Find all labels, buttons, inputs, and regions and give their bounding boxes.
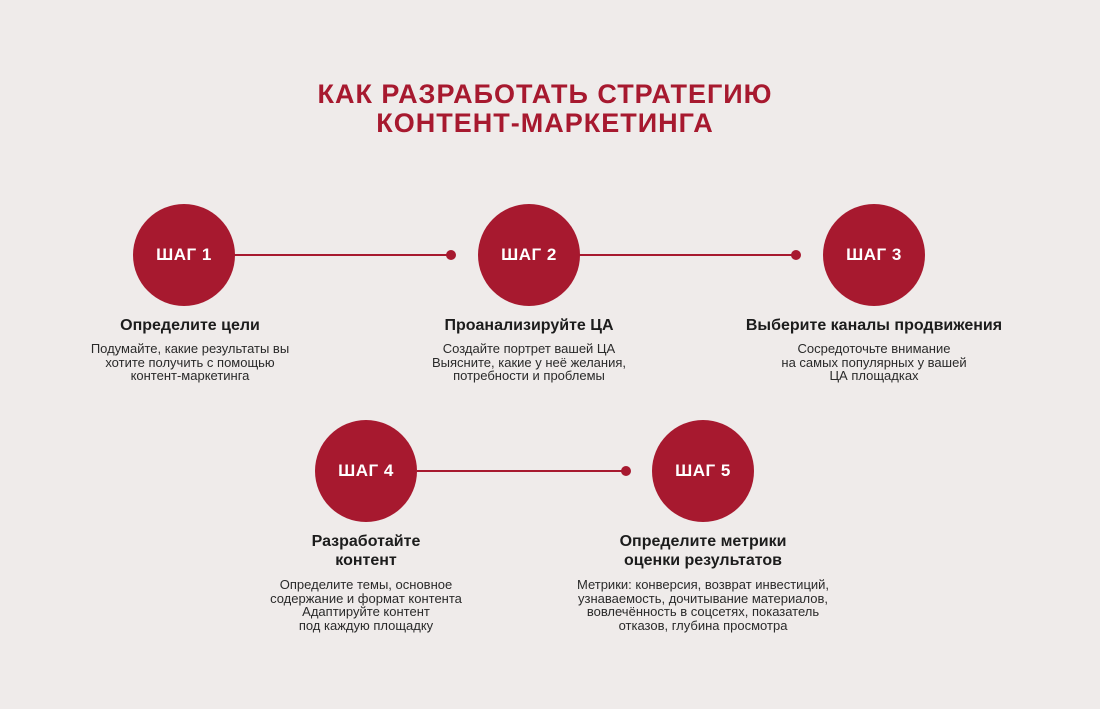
connector-step-1-to-2 [234,254,451,256]
step-1-heading-line: Определите цели [120,317,260,334]
step-3-description-line: на самых популярных у вашей [781,354,967,370]
connector-step-2-to-3 [579,254,796,256]
step-1-description-line: Подумайте, какие результаты вы [90,341,290,356]
step-3-label: ШАГ 3 [846,245,902,264]
step-5-description-line: вовлечённость в соцсетях, показатель [586,604,820,619]
step-3-heading [714,316,1034,335]
step-3-description-line: ЦА площадках [829,368,919,383]
step-5-heading-line: оценки результатов [624,552,782,569]
connector-step-4-to-5 [417,470,626,472]
step-1-description-line: хотите получить с помощью [105,354,275,370]
step-4-description-line: содержание и формат контента [270,590,462,606]
connector-end-dot [621,466,631,476]
step-4-circle [315,420,417,522]
step-2-description-line: потребности и проблемы [453,368,605,383]
connector-end-dot [446,250,456,260]
step-1-circle [133,204,235,306]
step-5-circle [652,420,754,522]
step-4-heading-line: контент [335,552,397,569]
step-2-description [379,342,679,383]
step-4-description [206,578,526,632]
step-5-description [523,578,883,632]
step-1-heading [50,316,330,335]
step-3-description-line: Сосредоточьте внимание [797,341,951,356]
connector-end-dot [791,250,801,260]
step-1-description [40,342,340,383]
step-4-heading [226,532,506,570]
step-5-description-line: отказов, глубина просмотра [618,617,788,633]
step-5-description-line: Метрики: конверсия, возврат инвестиций, [576,577,830,592]
step-4-description-line: Адаптируйте контент [302,604,430,619]
step-3-circle [823,204,925,306]
page-title-line-1: КАК РАЗРАБОТАТЬ СТРАТЕГИЮ [317,79,773,109]
step-1-label: ШАГ 1 [156,245,212,264]
step-2-description-line: Создайте портрет вашей ЦА [442,341,616,356]
step-5-description-line: узнаваемость, дочитывание материалов, [578,590,828,606]
step-5-heading-line: Определите метрики [619,533,787,550]
step-4-heading-line: Разработайте [311,533,421,550]
page-title [0,80,1090,138]
step-5-heading [563,532,843,570]
step-2-circle [478,204,580,306]
step-2-heading [389,316,669,335]
step-2-description-line: Выясните, какие у неё желания, [431,354,627,370]
step-3-description [724,342,1024,383]
step-5-label: ШАГ 5 [675,461,731,480]
step-2-label: ШАГ 2 [501,245,557,264]
step-1-description-line: контент-маркетинга [130,368,250,383]
step-4-description-line: Определите темы, основное [279,577,453,592]
page-title-line-2: КОНТЕНТ-МАРКЕТИНГА [376,108,714,138]
step-4-label: ШАГ 4 [338,461,394,480]
step-4-description-line: под каждую площадку [298,617,434,633]
step-3-heading-line: Выберите каналы продвижения [745,317,1003,334]
step-2-heading-line: Проанализируйте ЦА [444,317,614,334]
